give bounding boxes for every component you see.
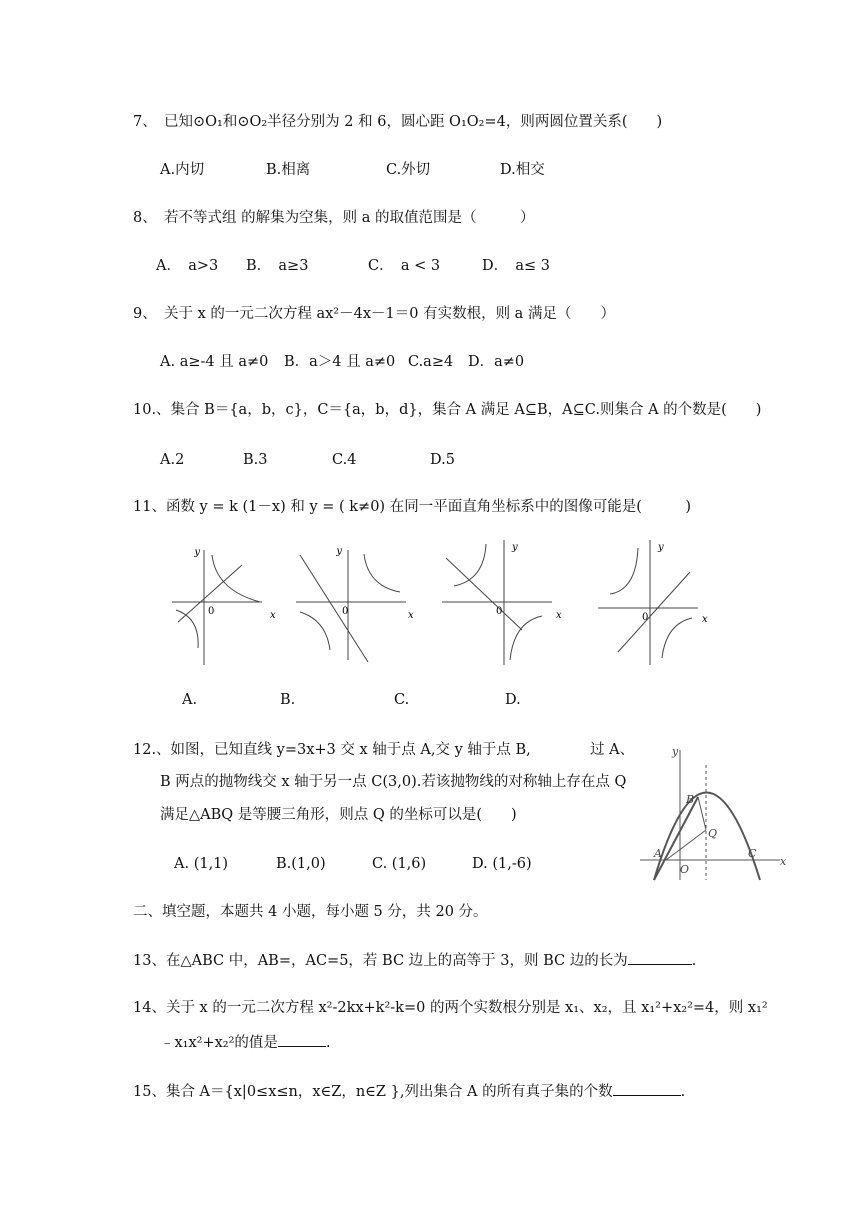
line-ab	[654, 797, 698, 880]
q12-stem-line1b: 过 A、	[590, 742, 635, 758]
q12-figure	[640, 745, 790, 885]
q8-option-a: A． a>3	[156, 258, 219, 274]
label-a: A	[654, 847, 662, 860]
label-x: x	[780, 855, 787, 868]
q14-stem-line1: 14、关于 x 的一元二次方程 x²-2kx+k²-k=0 的两个实数根分别是 x₁、x₂，且 x₁²+x₂²=4，则 x₁²	[133, 1000, 768, 1016]
q10-stem: 10.、集合 B＝{a，b，c}，C＝{a，b，d}，集合 A 满足 A⊆B，A⊆C.则集合 A 的个数是( )	[133, 402, 762, 418]
section-2-heading: 二、填空题，本题共 4 小题，每小题 5 分，共 20 分。	[133, 904, 488, 920]
origin-label: 0	[642, 612, 649, 623]
q15-tail: .	[680, 1084, 686, 1100]
y-label: y	[336, 546, 342, 557]
q8-stem: 8、 若不等式组 的解集为空集，则 a 的取值范围是（ ）	[133, 210, 535, 226]
label-q: Q	[708, 827, 718, 840]
q9-option-a: A. a≥-4 且 a≠0	[160, 354, 269, 370]
q15-stem: 15、集合 A＝{x|0≤x≤n，x∈Z，n∈Z },列出集合 A 的所有真子集的个数	[133, 1084, 613, 1100]
label-b: B	[686, 793, 695, 806]
hyperbola-branch	[662, 618, 692, 658]
q11-option-a: A.	[182, 692, 198, 708]
x-label: x	[270, 610, 276, 621]
q14-stem-line2: ﹣x₁x²+x₂²的值是	[160, 1035, 278, 1051]
line-graph	[618, 572, 690, 652]
segment-bq	[698, 797, 706, 830]
q9-option-b: B．a＞4 且 a≠0	[284, 354, 396, 370]
x-label: x	[408, 610, 414, 621]
q11-option-b: B.	[280, 692, 296, 708]
hyperbola-branch	[610, 548, 638, 594]
q11-stem: 11、函数 y = k (1－x) 和 y = ( k≠0) 在同一平面直角坐标系中的图像可能是( )	[133, 499, 692, 515]
parabola	[654, 793, 760, 881]
q10-option-c: C.4	[332, 452, 357, 468]
q11-graph-a	[172, 540, 302, 670]
y-label: y	[512, 542, 518, 553]
x-label: x	[556, 610, 562, 621]
q11-graph-b	[296, 540, 426, 670]
q7-option-a: A.内切	[160, 162, 205, 178]
origin-label: 0	[342, 606, 349, 617]
q7-option-d: D.相交	[500, 162, 545, 178]
q10-option-b: B.3	[243, 452, 268, 468]
q13-stem: 13、在△ABC 中，AB=，AC=5，若 BC 边上的高等于 3，则 BC 边的长为	[133, 953, 628, 969]
hyperbola-branch	[176, 610, 198, 648]
q11-option-c: C.	[394, 692, 410, 708]
q8-option-d: D． a≤ 3	[482, 258, 551, 274]
hyperbola-branch	[364, 554, 400, 592]
q7-option-c: C.外切	[386, 162, 431, 178]
q12-option-b: B.(1,0)	[276, 856, 326, 872]
origin-label: 0	[208, 606, 215, 617]
y-label: y	[194, 547, 200, 558]
q8-option-c: C． a < 3	[368, 258, 441, 274]
q12-stem-line1: 12.、如图，已知直线 y=3x+3 交 x 轴于点 A,交 y 轴于点 B,	[133, 742, 531, 758]
q14-line2	[160, 1032, 331, 1053]
q12-option-c: C. (1,6)	[372, 856, 427, 872]
q11-option-d: D.	[505, 692, 521, 708]
hyperbola-branch	[454, 544, 486, 586]
hyperbola-branch	[300, 612, 330, 650]
x-label: x	[702, 614, 708, 625]
q13-tail: .	[691, 953, 697, 969]
q12-option-d: D. (1,-6)	[472, 856, 532, 872]
q14-tail: .	[325, 1035, 331, 1051]
label-o: O	[680, 863, 690, 876]
line-graph	[446, 558, 522, 630]
q12-option-a: A. (1,1)	[174, 856, 229, 872]
q10-option-d: D.5	[430, 452, 455, 468]
q9-stem: 9、 关于 x 的一元二次方程 ax²－4x－1＝0 有实数根，则 a 满足（ ）	[133, 306, 615, 322]
line-graph	[300, 555, 368, 662]
q11-graph-c	[442, 540, 572, 670]
q11-graph-d	[598, 540, 728, 670]
label-c: C	[748, 847, 757, 860]
q15-answer-blank[interactable]	[613, 1081, 681, 1096]
q12-stem-line2: B 两点的抛物线交 x 轴于另一点 C(3,0).若该抛物线的对称轴上存在点 Q	[160, 774, 627, 790]
q10-option-a: A.2	[160, 452, 185, 468]
q13-answer-blank[interactable]	[628, 950, 692, 965]
origin-label: 0	[496, 606, 503, 617]
q8-option-b: B． a≥3	[246, 258, 309, 274]
y-label: y	[658, 542, 664, 553]
q14-answer-blank[interactable]	[278, 1032, 326, 1047]
hyperbola-branch	[212, 555, 260, 602]
label-y: y	[672, 745, 679, 758]
q15-line	[133, 1081, 685, 1102]
q12-stem-line3: 满足△ABQ 是等腰三角形，则点 Q 的坐标可以是( )	[160, 807, 517, 823]
q9-option-d: D．a≠0	[468, 354, 525, 370]
q7-option-b: B.相离	[266, 162, 311, 178]
q9-option-c: C.a≥4	[408, 354, 454, 370]
q7-stem: 7、 已知⊙O₁和⊙O₂半径分别为 2 和 6，圆心距 O₁O₂=4，则两圆位置关系( )	[133, 114, 663, 130]
q13-line	[133, 950, 696, 971]
